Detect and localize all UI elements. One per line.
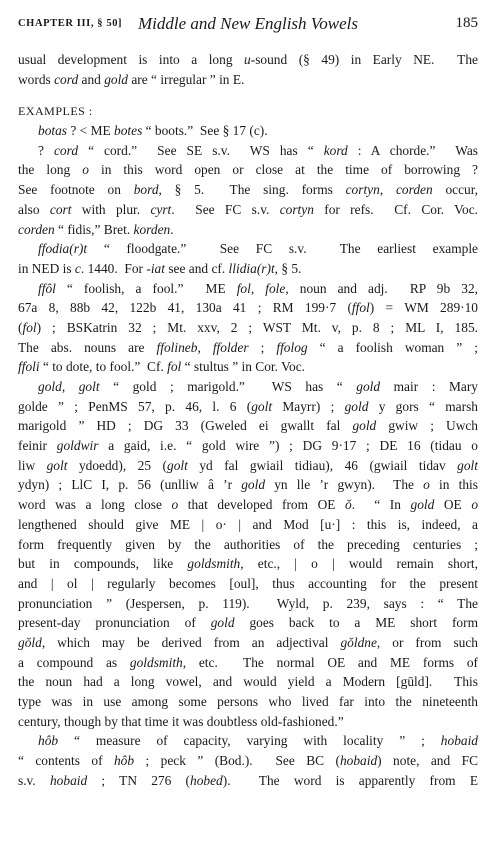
text-line: s.v. hobaid ; TN 276 (hobed). The word is apparently from E xyxy=(18,772,478,788)
page-body xyxy=(18,50,478,790)
text-line: ? cord “ cord.” See SE s.v. WS has “ kord : A chorde.” Was xyxy=(38,142,478,158)
text-line: a compound as goldsmith, etc. The normal OE and ME forms of xyxy=(18,654,478,670)
text-line: botas ? < ME botes “ boots.” See § 17 (c). xyxy=(38,123,268,139)
text-line: form frequently given by the authorities of the preceding centuries ; xyxy=(18,536,478,552)
text-line: 67a 8, 88b 42, 122b 41, 130a 41 ; RM 199·7 (ffol) = WM 289·10 xyxy=(18,300,478,316)
text-line: corden “ fidis,” Bret. korden. xyxy=(18,221,174,237)
text-line: ffôl “ foolish, a fool.” ME fol, fole, noun and adj. RP 9b 32, xyxy=(38,280,478,296)
running-header xyxy=(18,14,478,36)
text-line: The abs. nouns are ffolineb, ffolder ; ffolog “ a foolish woman ” ; xyxy=(18,339,478,355)
text-line: liw golt ydoedd), 25 (golt yd fal gwiail tidiau), 46 (gwiail tidav golt xyxy=(18,457,478,473)
text-line: ffodia(r)t “ floodgate.” See FC s.v. The earliest example xyxy=(38,241,478,257)
text-line: type was in use among some persons who lived far into the nineteenth xyxy=(18,694,478,709)
text-line: pronunciation ” (Jespersen, p. 119). Wyld, p. 239, says : “ The xyxy=(18,595,478,611)
text-line: gold, golt “ gold ; marigold.” WS has “ gold mair : Mary xyxy=(38,379,478,394)
text-line: See footnote on bord, § 5. The sing. forms cortyn, corden occur, xyxy=(18,182,478,198)
text-line: word was a long close o that developed from OE ŏ. “ In gold OE o xyxy=(18,497,478,513)
text-line: golde ” ; PenMS 57, p. 46, l. 6 (golt Mayrr) ; gold y gors “ marsh xyxy=(18,398,478,414)
text-line: (fol) ; BSKatrin 32 ; Mt. xxv, 2 ; WST Mt. v, p. 8 ; ML I, 185. xyxy=(18,319,478,335)
text-line: feinir goldwir a gaid, i.e. “ gold wire ”) ; DG 9·17 ; DE 16 (tidau o xyxy=(18,438,478,454)
text-line: but in compounds, like goldsmith, etc., | o | would remain short, xyxy=(18,556,478,572)
text-line: words cord and gold are “ irregular ” in E. xyxy=(18,71,245,87)
text-line: EXAMPLES : xyxy=(18,104,93,119)
text-line: in NED is c. 1440. For -iat see and cf. llidia(r)t, § 5. xyxy=(18,260,302,276)
text-line: present-day pronunciation of gold goes back to a ME short form xyxy=(18,615,478,631)
running-title: Middle and New English Vowels xyxy=(137,14,359,33)
text-line: ydyn) ; LlC I, p. 56 (unlliw â ’r gold yn lle ’r gwyn). The o in this xyxy=(18,477,478,493)
text-line: marigold ” HD ; DG 33 (Gweled ei gwallt fal gold gwiw ; Uwch xyxy=(18,418,478,434)
text-line: also cort with plur. cyrt. See FC s.v. cortyn for refs. Cf. Cor. Voc. xyxy=(18,201,478,217)
text-line: ffoli “ to dote, to fool.” Cf. fol “ stultus ” in Cor. Voc. xyxy=(18,359,306,375)
text-line: gŏld, which may be derived from an adjectival gŏldne, or from such xyxy=(18,634,478,650)
text-line: the noun had a long vowel, and would yield a Modern [gūld]. This xyxy=(18,674,478,690)
paragraph-gap xyxy=(18,89,478,101)
text-line: century, though by that time it was doubtless old-fashioned.” xyxy=(18,713,344,729)
chapter-reference: CHAPTER III, § 50] xyxy=(18,18,123,29)
text-line: “ contents of hôb ; peck ” (Bod.). See BC (hobaid) note, and FC xyxy=(18,753,478,769)
text-line: hôb “ measure of capacity, varying with locality ” ; hobaid xyxy=(38,733,478,749)
page-number: 185 xyxy=(455,15,478,31)
text-line: the long o in this word open or close at the time of borrowing ? xyxy=(18,162,478,178)
text-line: lengthened should give ME | o· | and Mod [u·] : this is, indeed, a xyxy=(18,516,478,532)
text-line: usual development is into a long u-sound (§ 49) in Early NE. The xyxy=(18,52,478,67)
text-line: and | ol | regularly becomes [oul], thus accounting for the present xyxy=(18,575,478,591)
